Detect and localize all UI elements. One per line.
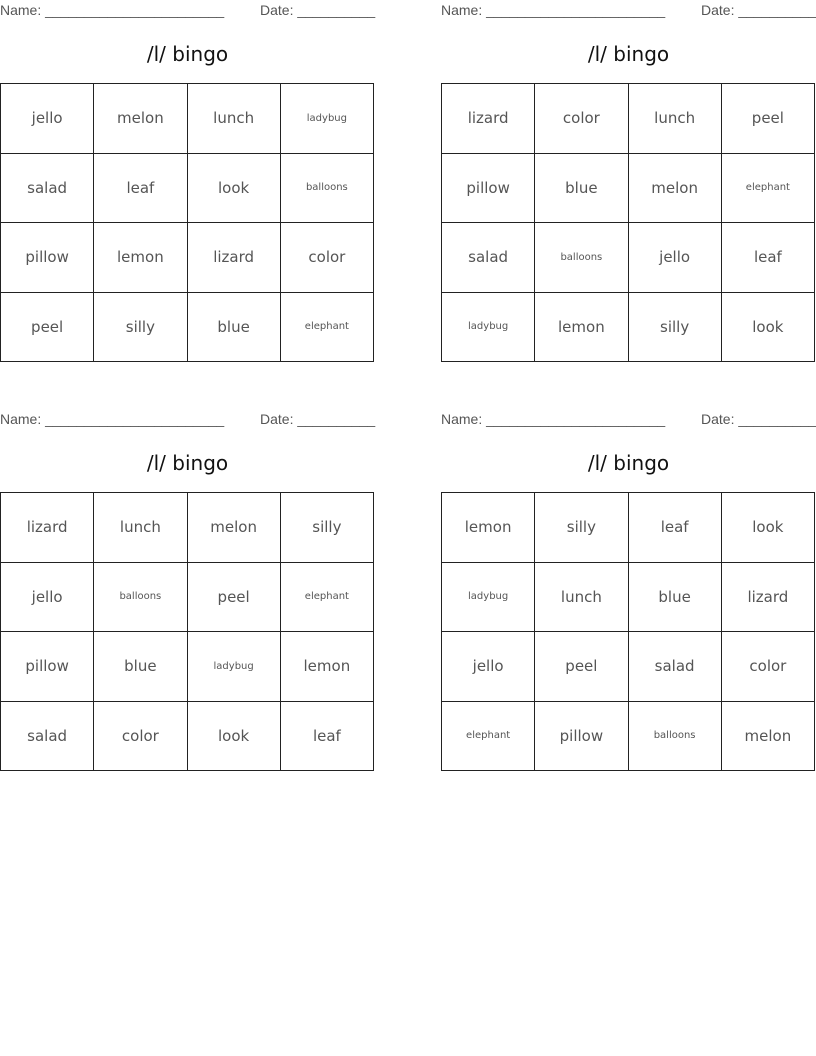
bingo-cell: jello	[1, 84, 94, 154]
bingo-cell: salad	[1, 154, 94, 224]
bingo-card	[0, 0, 375, 363]
date-field-label: Date: __________	[701, 411, 816, 427]
bingo-grid	[441, 492, 815, 771]
bingo-cell: look	[188, 154, 281, 224]
bingo-cell: balloons	[535, 223, 628, 293]
bingo-cell: lunch	[94, 493, 187, 563]
bingo-cell: ladybug	[442, 563, 535, 633]
bingo-card	[441, 0, 816, 363]
date-field-label: Date: __________	[260, 411, 376, 427]
bingo-grid	[0, 83, 374, 362]
bingo-cell: ladybug	[281, 84, 374, 154]
bingo-cell: lemon	[281, 632, 374, 702]
bingo-cell: lunch	[535, 563, 628, 633]
card-title: /l/ bingo	[146, 42, 229, 66]
bingo-cell: color	[535, 84, 628, 154]
bingo-cell: jello	[442, 632, 535, 702]
name-field-label: Name: _______________________	[0, 2, 225, 18]
bingo-cell: blue	[629, 563, 722, 633]
bingo-cell: melon	[94, 84, 187, 154]
bingo-cell: balloons	[94, 563, 187, 633]
bingo-cell: elephant	[722, 154, 815, 224]
bingo-cell: leaf	[94, 154, 187, 224]
bingo-cell: color	[722, 632, 815, 702]
bingo-cell: jello	[629, 223, 722, 293]
card-title: /l/ bingo	[587, 42, 670, 66]
bingo-cell: blue	[188, 293, 281, 363]
bingo-cell: lemon	[94, 223, 187, 293]
bingo-cell: lizard	[722, 563, 815, 633]
bingo-cell: silly	[94, 293, 187, 363]
bingo-cell: peel	[1, 293, 94, 363]
bingo-cell: melon	[629, 154, 722, 224]
bingo-cell: leaf	[722, 223, 815, 293]
bingo-cell: pillow	[1, 632, 94, 702]
bingo-cell: lunch	[188, 84, 281, 154]
bingo-cell: look	[722, 493, 815, 563]
bingo-cell: pillow	[535, 702, 628, 772]
bingo-cell: leaf	[629, 493, 722, 563]
bingo-cell: salad	[442, 223, 535, 293]
bingo-cell: silly	[535, 493, 628, 563]
bingo-cell: lizard	[188, 223, 281, 293]
bingo-cell: salad	[629, 632, 722, 702]
bingo-cell: leaf	[281, 702, 374, 772]
date-field-label: Date: __________	[701, 2, 816, 18]
bingo-cell: melon	[722, 702, 815, 772]
bingo-cell: silly	[629, 293, 722, 363]
bingo-grid	[441, 83, 815, 362]
bingo-card	[0, 409, 375, 772]
bingo-cell: ladybug	[442, 293, 535, 363]
bingo-cell: balloons	[281, 154, 374, 224]
bingo-cell: color	[281, 223, 374, 293]
date-field-label: Date: __________	[260, 2, 376, 18]
name-field-label: Name: _______________________	[0, 411, 225, 427]
bingo-cell: lemon	[442, 493, 535, 563]
bingo-cell: lunch	[629, 84, 722, 154]
bingo-cell: balloons	[629, 702, 722, 772]
card-title: /l/ bingo	[146, 451, 229, 475]
bingo-cell: blue	[535, 154, 628, 224]
bingo-card	[441, 409, 816, 772]
bingo-cell: jello	[1, 563, 94, 633]
bingo-cell: peel	[722, 84, 815, 154]
name-field-label: Name: _______________________	[441, 411, 666, 427]
bingo-cell: color	[94, 702, 187, 772]
bingo-cell: look	[188, 702, 281, 772]
bingo-cell: silly	[281, 493, 374, 563]
bingo-cell: peel	[188, 563, 281, 633]
bingo-cell: lizard	[1, 493, 94, 563]
bingo-cell: peel	[535, 632, 628, 702]
bingo-cell: pillow	[1, 223, 94, 293]
bingo-cell: melon	[188, 493, 281, 563]
bingo-cell: lemon	[535, 293, 628, 363]
card-title: /l/ bingo	[587, 451, 670, 475]
bingo-cell: elephant	[281, 563, 374, 633]
bingo-cell: ladybug	[188, 632, 281, 702]
bingo-cell: pillow	[442, 154, 535, 224]
bingo-cell: elephant	[442, 702, 535, 772]
bingo-cell: lizard	[442, 84, 535, 154]
bingo-cell: look	[722, 293, 815, 363]
name-field-label: Name: _______________________	[441, 2, 666, 18]
bingo-cell: salad	[1, 702, 94, 772]
bingo-grid	[0, 492, 374, 771]
bingo-cell: blue	[94, 632, 187, 702]
bingo-cell: elephant	[281, 293, 374, 363]
